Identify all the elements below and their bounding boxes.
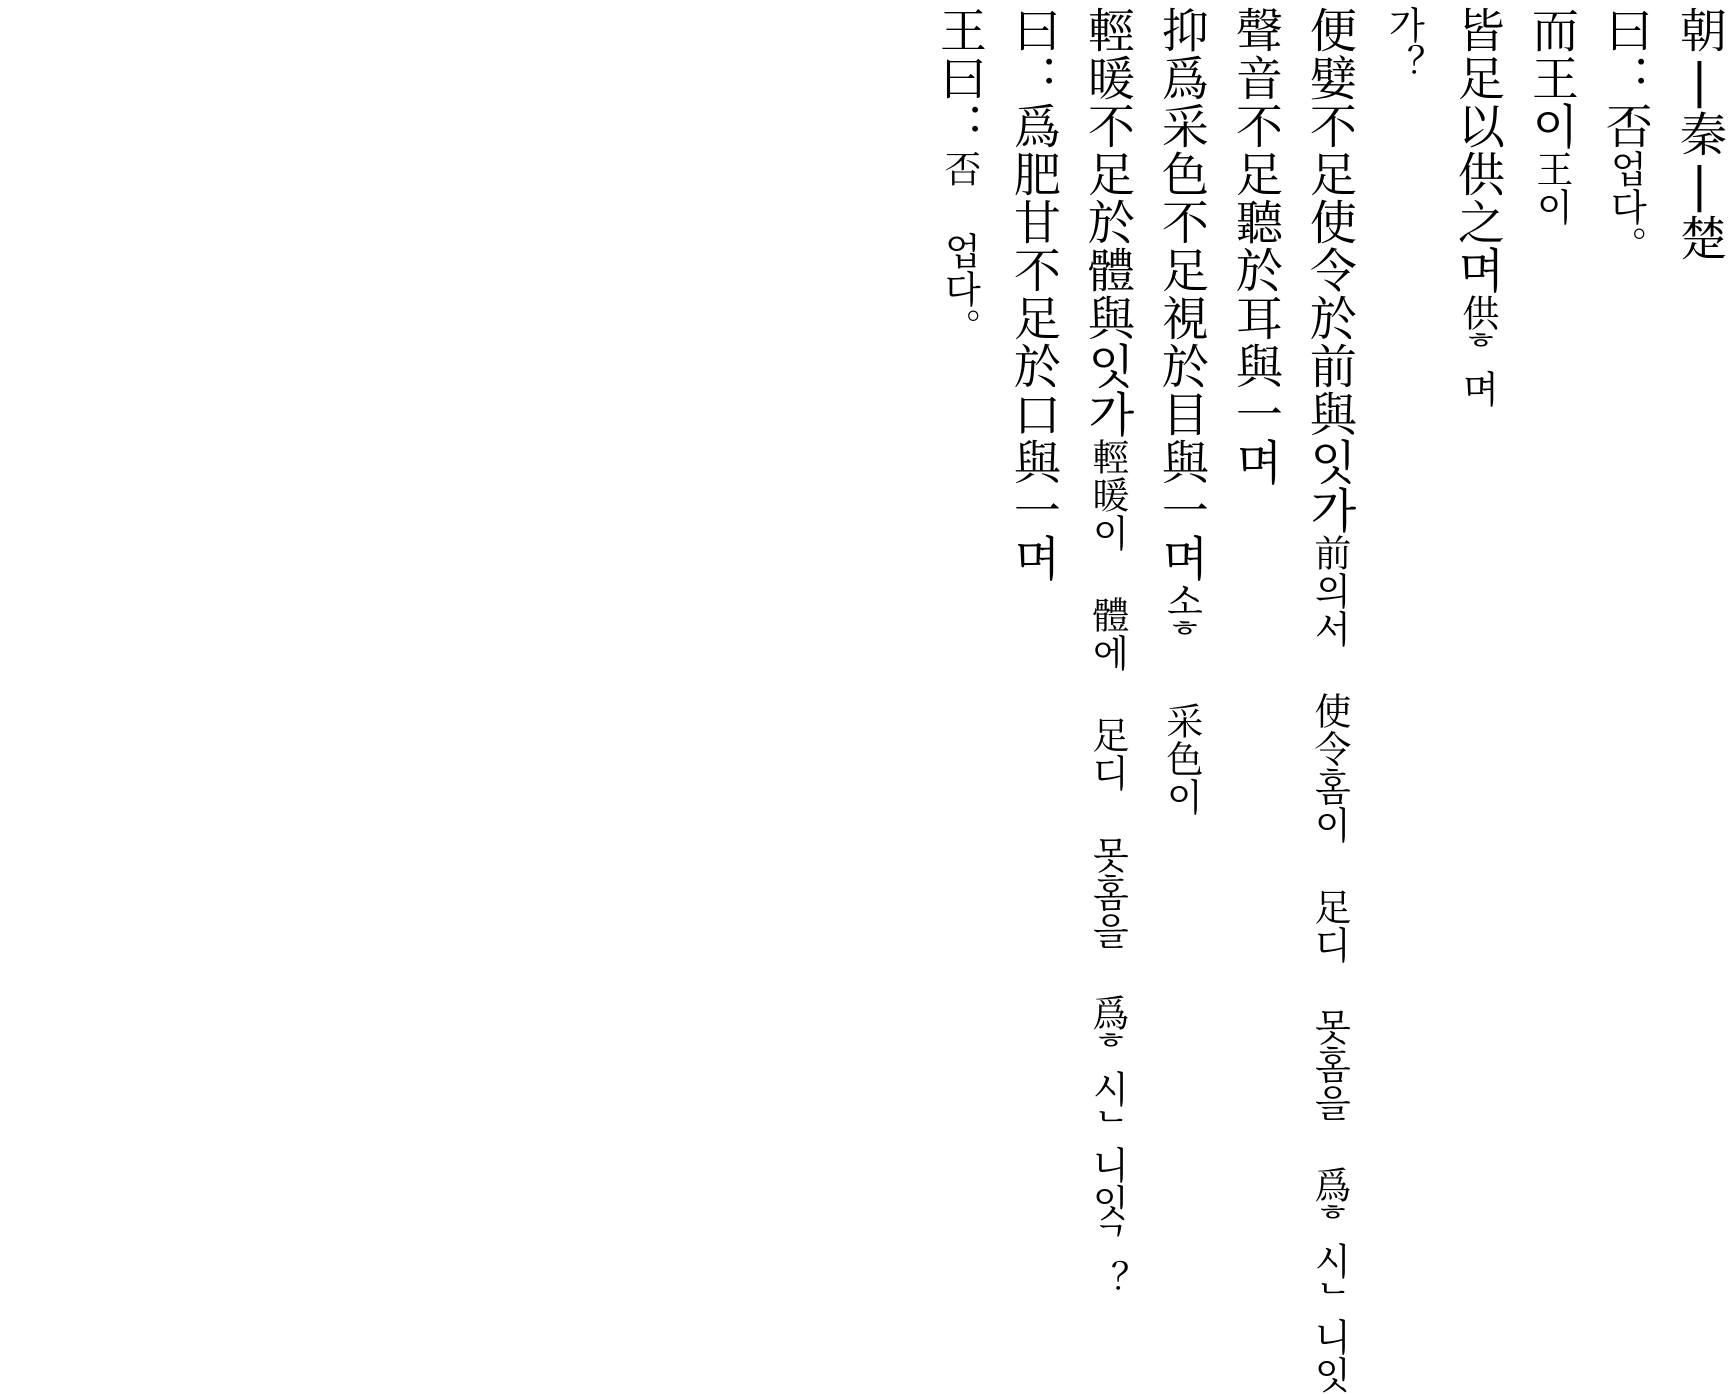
column-content: [1449, 6, 1505, 1336]
column-content: [1227, 6, 1283, 1336]
column-4-korean: 소ᄒ 采色이: [1159, 582, 1203, 816]
text-column-6: [1292, 6, 1366, 1394]
column-6-korean: 前의서 使令홈이 足디 못홈을 爲ᄒ시ᄂ니잇: [1307, 534, 1351, 1394]
text-column-4: [1144, 6, 1218, 1346]
column-10-korean: 업다。: [1603, 150, 1647, 264]
column-10-hanja: 曰：否: [1597, 6, 1653, 150]
column-1-korean: 否 업다。: [937, 150, 981, 346]
column-1-hanja: 王曰：: [931, 6, 987, 150]
column-content: [1079, 6, 1135, 1336]
column-9-korean: 王이: [1529, 150, 1573, 226]
column-6-hanja: 便嬖不足使令於前與잇가: [1301, 6, 1357, 534]
column-3-hanja: 輕暖不足於體與잇가: [1079, 6, 1135, 438]
column-5-hanja: 聲音不足聽於耳與一며: [1227, 6, 1283, 486]
column-7-korean: 가？: [1381, 6, 1425, 82]
column-content: [1005, 6, 1061, 1336]
column-2-hanja: 曰：爲肥甘不足於口與一며: [1005, 6, 1061, 582]
column-content: [931, 6, 987, 1336]
column-8-korean: 供ᄒ며: [1455, 294, 1499, 408]
text-column-3: [1070, 6, 1144, 1346]
column-3-korean: 輕暖이 體에 足디 못홈을 爲ᄒ시ᄂ니잇ᄀ？: [1085, 438, 1129, 1298]
column-4-hanja: 抑爲采色不足視於目與一며: [1153, 6, 1209, 582]
text-column-2: [996, 6, 1070, 1346]
vertical-text-columns: [922, 0, 1736, 1394]
text-column-1: [922, 6, 996, 1346]
text-column-8: [1440, 6, 1514, 1346]
text-column-5: [1218, 6, 1292, 1346]
column-11-hanja: 朝|秦|楚: [1671, 6, 1727, 262]
column-content: [1301, 6, 1357, 1394]
column-8-hanja: 皆足以供之며: [1449, 6, 1505, 294]
text-column-7: [1366, 6, 1440, 1346]
text-column-11: [1662, 6, 1736, 1346]
column-9-hanja: 而王이: [1523, 6, 1579, 150]
text-column-10: [1588, 6, 1662, 1346]
text-column-9: [1514, 6, 1588, 1346]
column-content: [1378, 6, 1428, 1336]
column-content: [1597, 6, 1653, 1336]
column-content: [1671, 6, 1727, 1336]
column-content: [1153, 6, 1209, 1336]
column-content: [1523, 6, 1579, 1336]
